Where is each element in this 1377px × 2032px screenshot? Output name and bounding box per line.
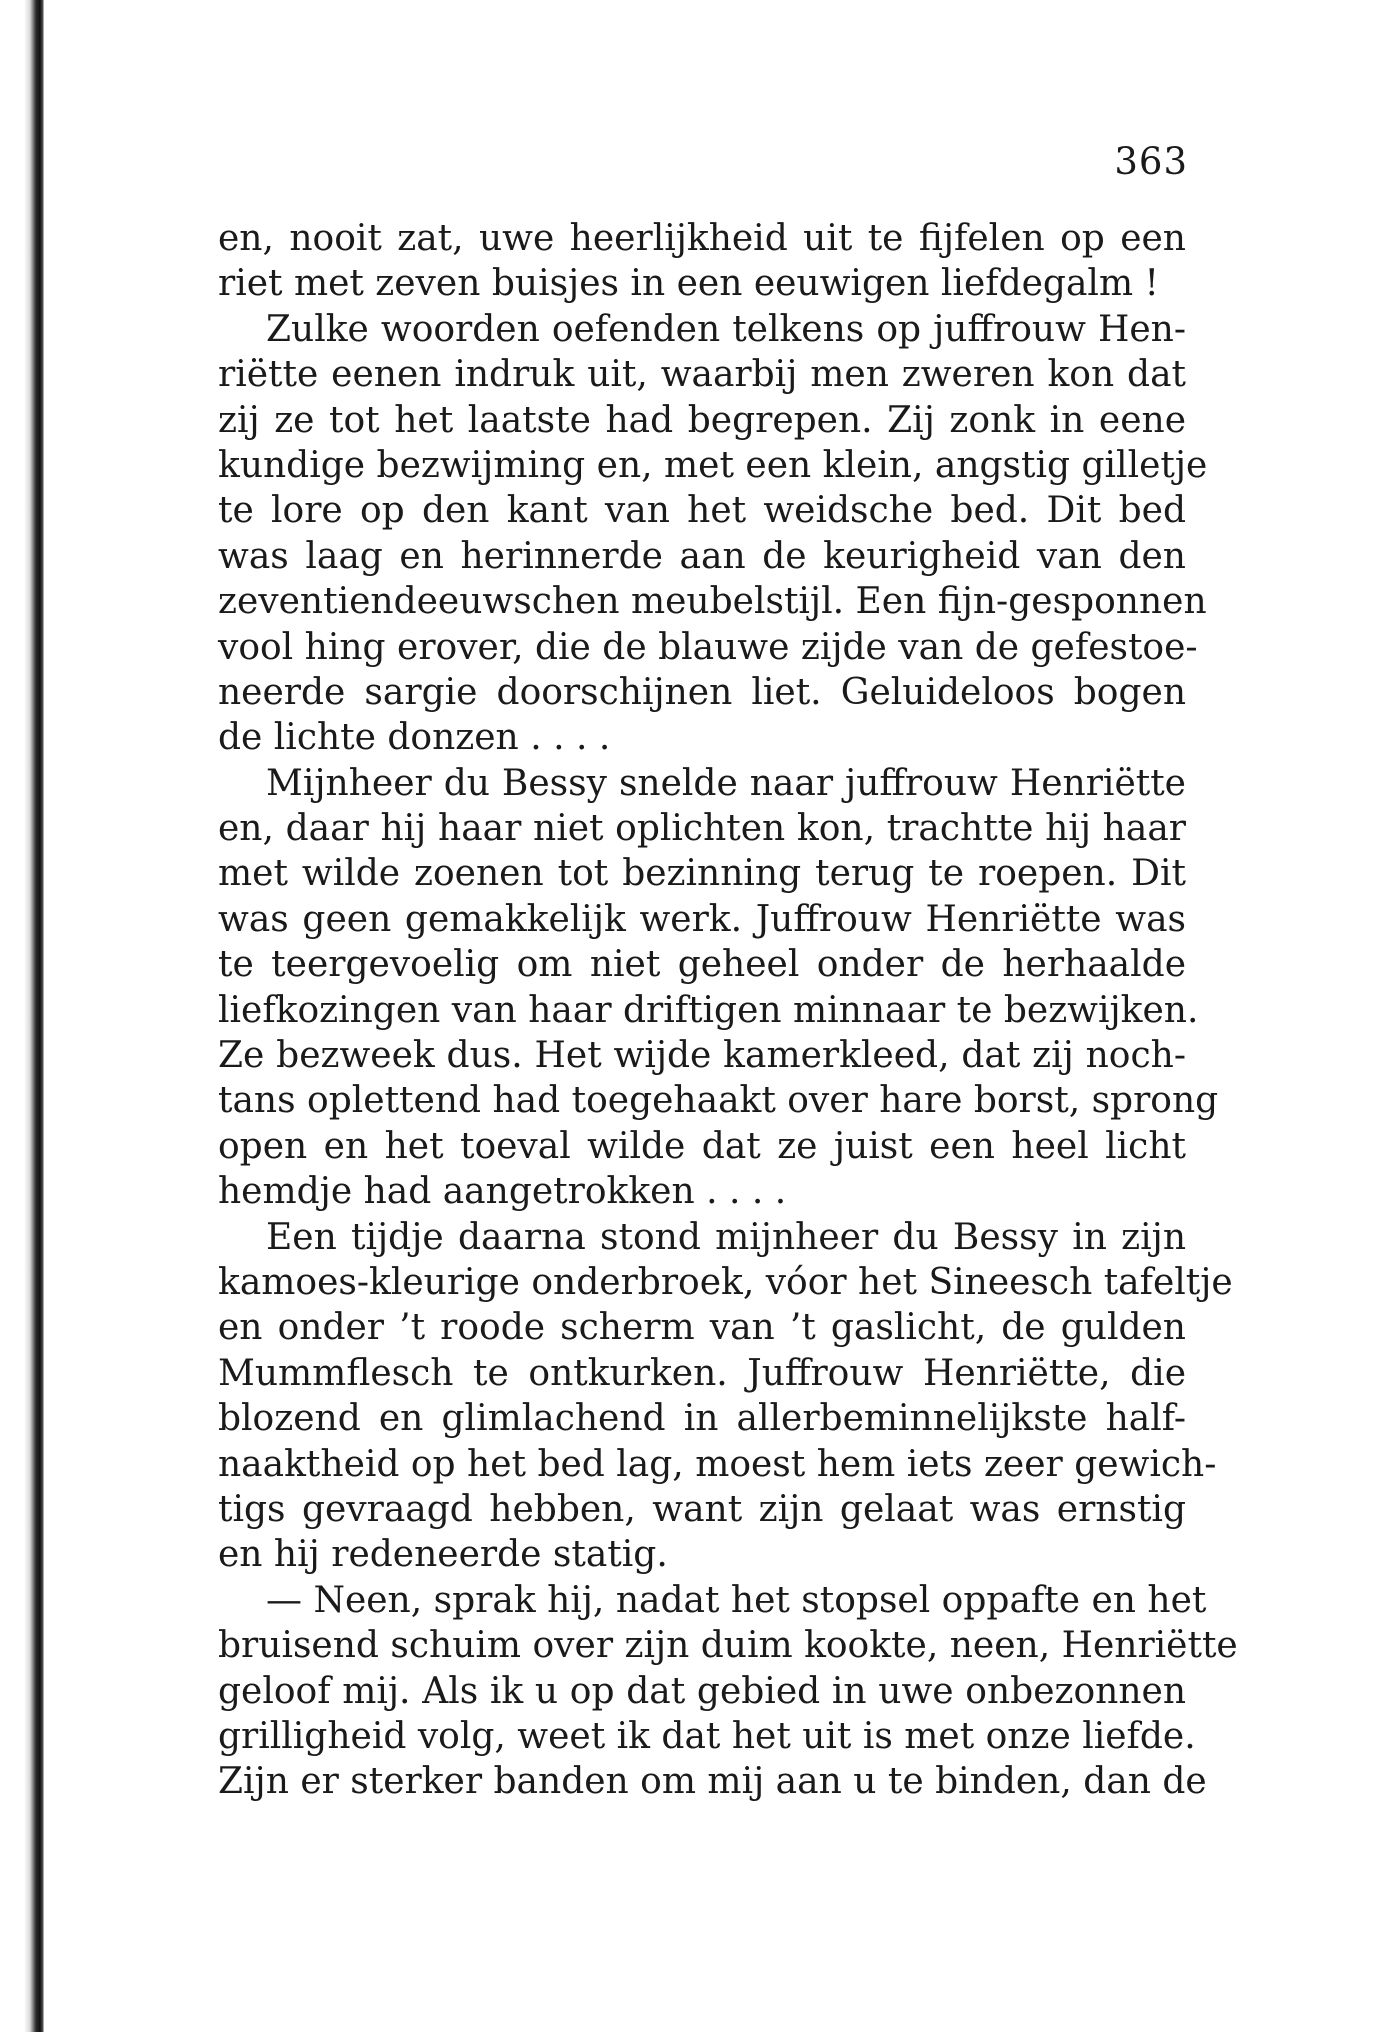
text-line: vool hing erover, die de blauwe zijde van de gefestoe- [218,626,1198,668]
text-line: te teergevoelig om niet geheel onder de herhaalde [218,944,1186,986]
text-line: Ze bezweek dus. Het wijde kamerkleed, dat zij noch- [218,1035,1186,1077]
text-line: Zijn er sterker banden om mij aan u te binden, dan de [218,1761,1207,1803]
text-line: zij ze tot het laatste had begrepen. Zij zonk in eene [218,399,1186,441]
text-line: en onder ’t roode scherm van ’t gaslicht, de gulden [218,1307,1186,1349]
body-text [218,216,1238,1805]
text-line: tigs gevraagd hebben, want zijn gelaat was ernstig [218,1488,1186,1530]
text-line: was geen gemakkelijk werk. Juffrouw Henriëtte was [218,898,1186,940]
text-line: Een tijdje daarna stond mijnheer du Bessy in zijn [266,1216,1186,1258]
text-line: tans oplettend had toegehaakt over hare borst, sprong [218,1080,1219,1122]
text-line: en, daar hij haar niet oplichten kon, trachtte hij haar [218,808,1186,850]
text-line: zeventiendeeuwschen meubelstijl. Een fijn-gesponnen [218,581,1207,623]
text-line: kamoes-kleurige onderbroek, vóor het Sineesch tafeltje [218,1261,1233,1303]
text-line: blozend en glimlachend in allerbeminnelijkste half- [218,1398,1186,1440]
text-line: en hij redeneerde statig. [218,1534,668,1576]
text-line: riëtte eenen indruk uit, waarbij men zweren kon dat [218,354,1186,396]
text-line: hemdje had aangetrokken . . . . [218,1171,787,1213]
text-line: was laag en herinnerde aan de keurigheid van den [218,535,1186,577]
binding-edge [0,0,44,2032]
text-line: geloof mij. Als ik u op dat gebied in uwe onbezonnen [218,1670,1186,1712]
text-line: kundige bezwijming en, met een klein, angstig gilletje [218,444,1208,486]
text-line: open en het toeval wilde dat ze juist een heel licht [218,1125,1186,1167]
text-line: Mummflesch te ontkurken. Juffrouw Henriëtte, die [218,1352,1186,1394]
text-line: bruisend schuim over zijn duim kookte, neen, Henriëtte [218,1625,1238,1667]
text-line: — Neen, sprak hij, nadat het stopsel oppafte en het [266,1579,1207,1621]
text-line: naaktheid op het bed lag, moest hem iets zeer gewich- [218,1443,1217,1485]
text-line: neerde sargie doorschijnen liet. Geluideloos bogen [218,671,1186,713]
text-line: en, nooit zat, uwe heerlijkheid uit te fijfelen op een [218,218,1186,259]
text-line: grilligheid volg, weet ik dat het uit is met onze liefde. [218,1715,1196,1757]
text-line: Mijnheer du Bessy snelde naar juffrouw Henriëtte [266,762,1186,804]
text-line: te lore op den kant van het weidsche bed. Dit bed [218,490,1186,532]
text-line: de lichte donzen . . . . [218,717,611,759]
text-line: Zulke woorden oefenden telkens op juffrouw Hen- [266,308,1186,350]
text-line: met wilde zoenen tot bezinning terug te roepen. Dit [218,853,1186,895]
page-number: 363 [1114,140,1188,183]
text-line: liefkozingen van haar driftigen minnaar te bezwijken. [218,989,1199,1031]
text-line: riet met zeven buisjes in een eeuwigen liefdegalm ! [218,263,1159,305]
